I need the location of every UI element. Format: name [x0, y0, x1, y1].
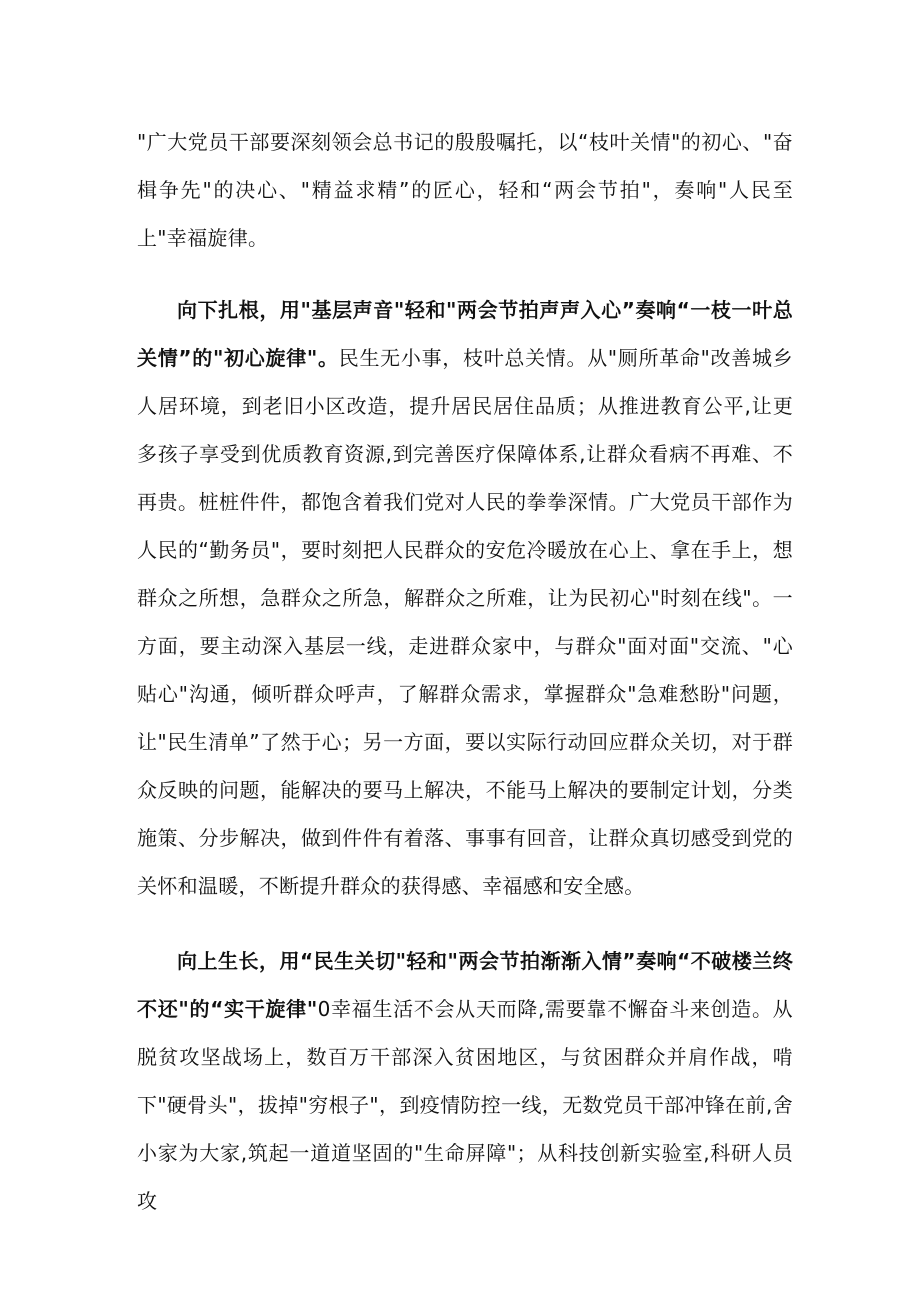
paragraph-3-text: 0幸福生活不会从天而降,需要靠不懈奋斗来创造。从脱贫攻坚战场上，数百万干部深入贫困地区，与贫困群众并肩作战，啃下"硬骨头"，拔掉"穷根子"，到疫情防控一线，无数党员干部冲锋在前,舍小家为大家,筑起一道道坚固的"生命屏障"；从科技创新实验室,科研人员攻 — [137, 997, 793, 1213]
paragraph-1 — [137, 118, 793, 262]
paragraph-3 — [137, 937, 793, 1225]
paragraph-1-text: "广大党员干部要深刻领会总书记的殷殷嘱托，以“枝叶关情"的初心、"奋楫争先"的决心、"精益求精”的匠心，轻和“两会节拍"，奏响"人民至上"幸福旋律。 — [137, 130, 793, 250]
paragraph-2-text: 民生无小事，枝叶总关情。从"厕所革命"改善城乡人居环境，到老旧小区改造，提升居民居住品质；从推进教育公平,让更多孩子享受到优质教育资源,到完善医疗保障体系,让群众看病不再难、不再贵。桩桩件件，都饱含着我们党对人民的拳拳深情。广大党员干部作为人民的“勤务员"，要时刻把人民群众的安危冷暖放在心上、拿在手上，想群众之所想，急群众之所急，解群众之所难，让为民初心"时刻在线"。一方面，要主动深入基层一线，走进群众家中，与群众"面对面"交流、"心贴心"沟通，倾听群众呼声，了解群众需求，掌握群众"急难愁盼"问题，让"民生清单”了然于心；另一方面，要以实际行动回应群众关切，对于群众反映的问题，能解决的要马上解决，不能马上解决的要制定计划，分类施策、分步解决，做到件件有着落、事事有回音，让群众真切感受到党的关怀和温暖，不断提升群众的获得感、幸福感和安全感。 — [137, 346, 793, 898]
paragraph-2-lead: 向下扎根，用"基层声音"轻和"两会节拍声声入心”奏响“一枝一叶总关情”的"初心旋律"。 — [137, 298, 793, 370]
paragraph-2 — [137, 286, 793, 910]
paragraph-3-lead: 向上生长，用“民生关切"轻和"两会节拍渐渐入情”奏响“不破楼兰终不还"的“实干旋律" — [137, 949, 793, 1021]
